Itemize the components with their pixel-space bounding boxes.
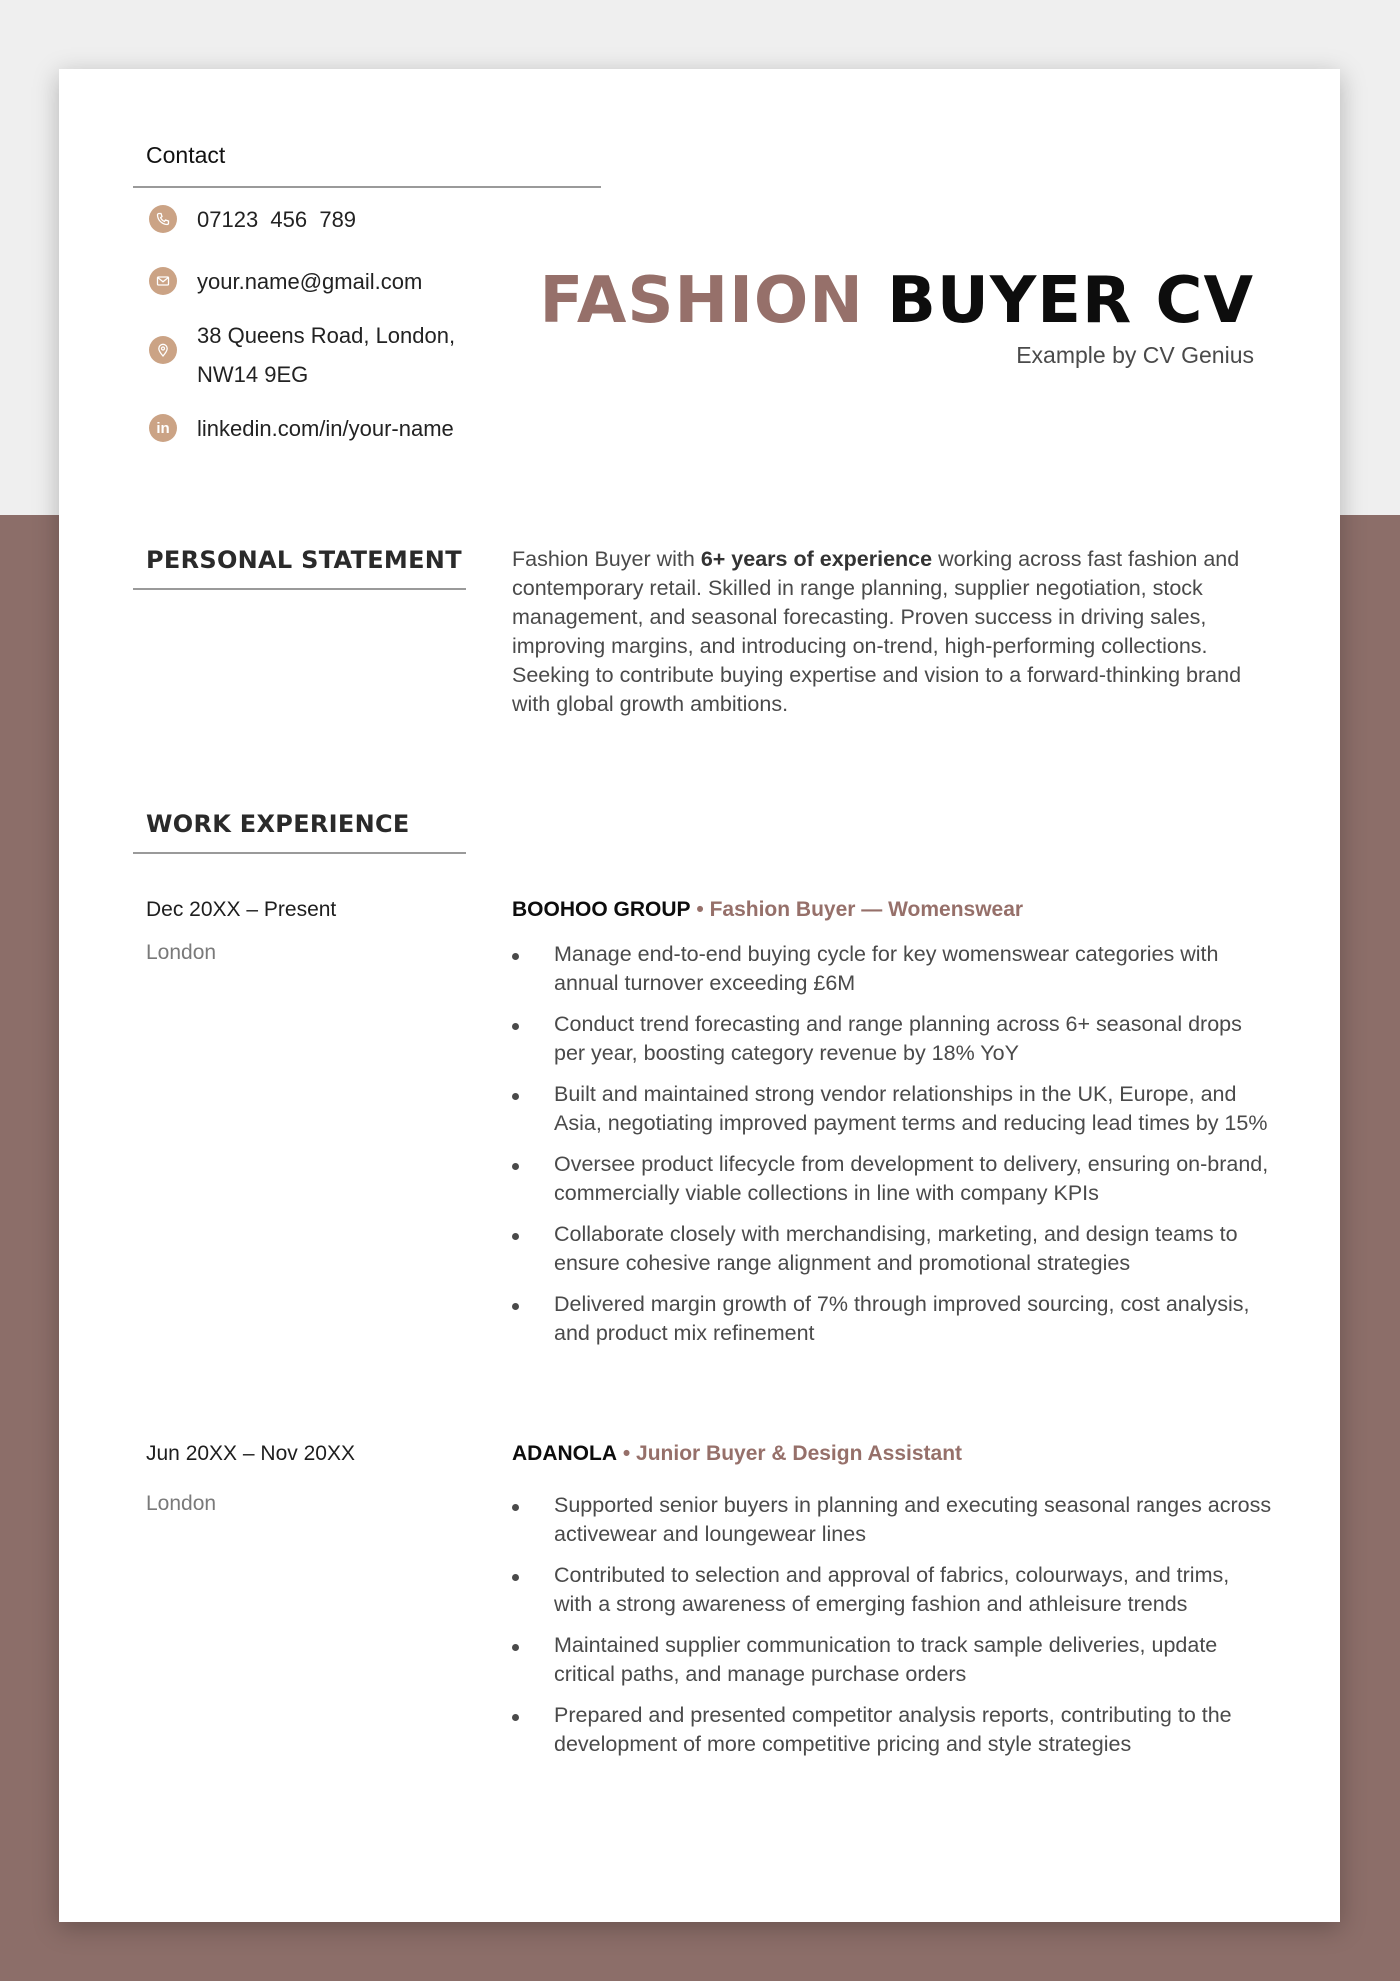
job-2-location: London: [146, 1492, 217, 1515]
contact-email: [149, 262, 422, 301]
job-1-dates: Dec 20XX – Present: [146, 898, 337, 921]
contact-address: [149, 316, 455, 394]
cv-title: [539, 264, 1255, 338]
cv-title-accent: FASHION: [539, 264, 864, 338]
address-line-2: NW14 9EG: [197, 362, 309, 387]
job-2-separator: •: [622, 1442, 631, 1465]
personal-statement-heading: PERSONAL STATEMENT: [146, 546, 462, 574]
job-1-company: BOOHOO GROUP: [512, 898, 691, 921]
work-experience-heading: WORK EXPERIENCE: [146, 810, 410, 838]
list-item: Conduct trend forecasting and range planning across 6+ seasonal drops per year, boosting category revenue by 18% YoY: [512, 1010, 1272, 1068]
job-2-dates: Jun 20XX – Nov 20XX: [146, 1442, 355, 1465]
job-2-header: [512, 1442, 962, 1466]
job-1-role: Fashion Buyer — Womenswear: [709, 898, 1024, 921]
contact-heading: Contact: [146, 142, 226, 168]
list-item: Built and maintained strong vendor relationships in the UK, Europe, and Asia, negotiating improved payment terms and reducing lead times by 15%: [512, 1080, 1272, 1138]
address-line-1: 38 Queens Road, London,: [197, 323, 456, 348]
email-icon: [149, 267, 177, 295]
job-2-company: ADANOLA: [512, 1442, 617, 1465]
location-pin-icon: [149, 336, 177, 364]
statement-text-end: working across fast fashion and contemporary retail. Skilled in range planning, supplier negotiation, stock management, and seasonal forecasting. Proven success in driving sales, improving margins, and introducing on-trend, high-performing collections. Seeking to contribute buying expertise and vision to a forward-thinking brand with global growth ambitions.: [512, 547, 1242, 716]
statement-text-highlight: 6+ years of experience: [700, 547, 933, 571]
list-item: Maintained supplier communication to track sample deliveries, update critical paths, and manage purchase orders: [512, 1631, 1272, 1689]
job-2-responsibilities: [512, 1491, 1272, 1771]
cv-subtitle: Example by CV Genius: [1016, 342, 1254, 368]
cv-document: [59, 69, 1340, 1922]
job-1-header: [512, 898, 1023, 922]
list-item: Oversee product lifecycle from development to delivery, ensuring on-brand, commercially viable collections in line with company KPIs: [512, 1150, 1272, 1208]
linkedin-icon: in: [149, 414, 177, 442]
linkedin-url[interactable]: linkedin.com/in/your-name: [197, 416, 454, 441]
work-experience-divider: [133, 852, 466, 854]
list-item: Contributed to selection and approval of fabrics, colourways, and trims, with a strong awareness of emerging fashion and athleisure trends: [512, 1561, 1272, 1619]
list-item: Prepared and presented competitor analysis reports, contributing to the development of more competitive pricing and style strategies: [512, 1701, 1272, 1759]
phone-number: 07123 456 789: [197, 207, 357, 232]
statement-text-start: Fashion Buyer with: [512, 547, 701, 571]
list-item: Delivered margin growth of 7% through improved sourcing, cost analysis, and product mix refinement: [512, 1290, 1272, 1348]
job-1-location: London: [146, 941, 217, 964]
phone-icon: [149, 205, 177, 233]
list-item: Manage end-to-end buying cycle for key womenswear categories with annual turnover exceeding £6M: [512, 940, 1272, 998]
list-item: Collaborate closely with merchandising, marketing, and design teams to ensure cohesive range alignment and promotional strategies: [512, 1220, 1272, 1278]
cv-title-main: BUYER CV: [887, 264, 1254, 338]
email-address[interactable]: your.name@gmail.com: [197, 269, 423, 294]
contact-divider: [133, 186, 601, 188]
list-item: Supported senior buyers in planning and executing seasonal ranges across activewear and loungewear lines: [512, 1491, 1272, 1549]
personal-statement-divider: [133, 588, 466, 590]
contact-phone: [149, 200, 356, 239]
personal-statement-text: [512, 545, 1272, 719]
job-1-separator: •: [696, 898, 704, 921]
job-1-responsibilities: [512, 940, 1272, 1360]
contact-linkedin: [149, 409, 454, 448]
job-2-role: Junior Buyer & Design Assistant: [636, 1442, 963, 1465]
